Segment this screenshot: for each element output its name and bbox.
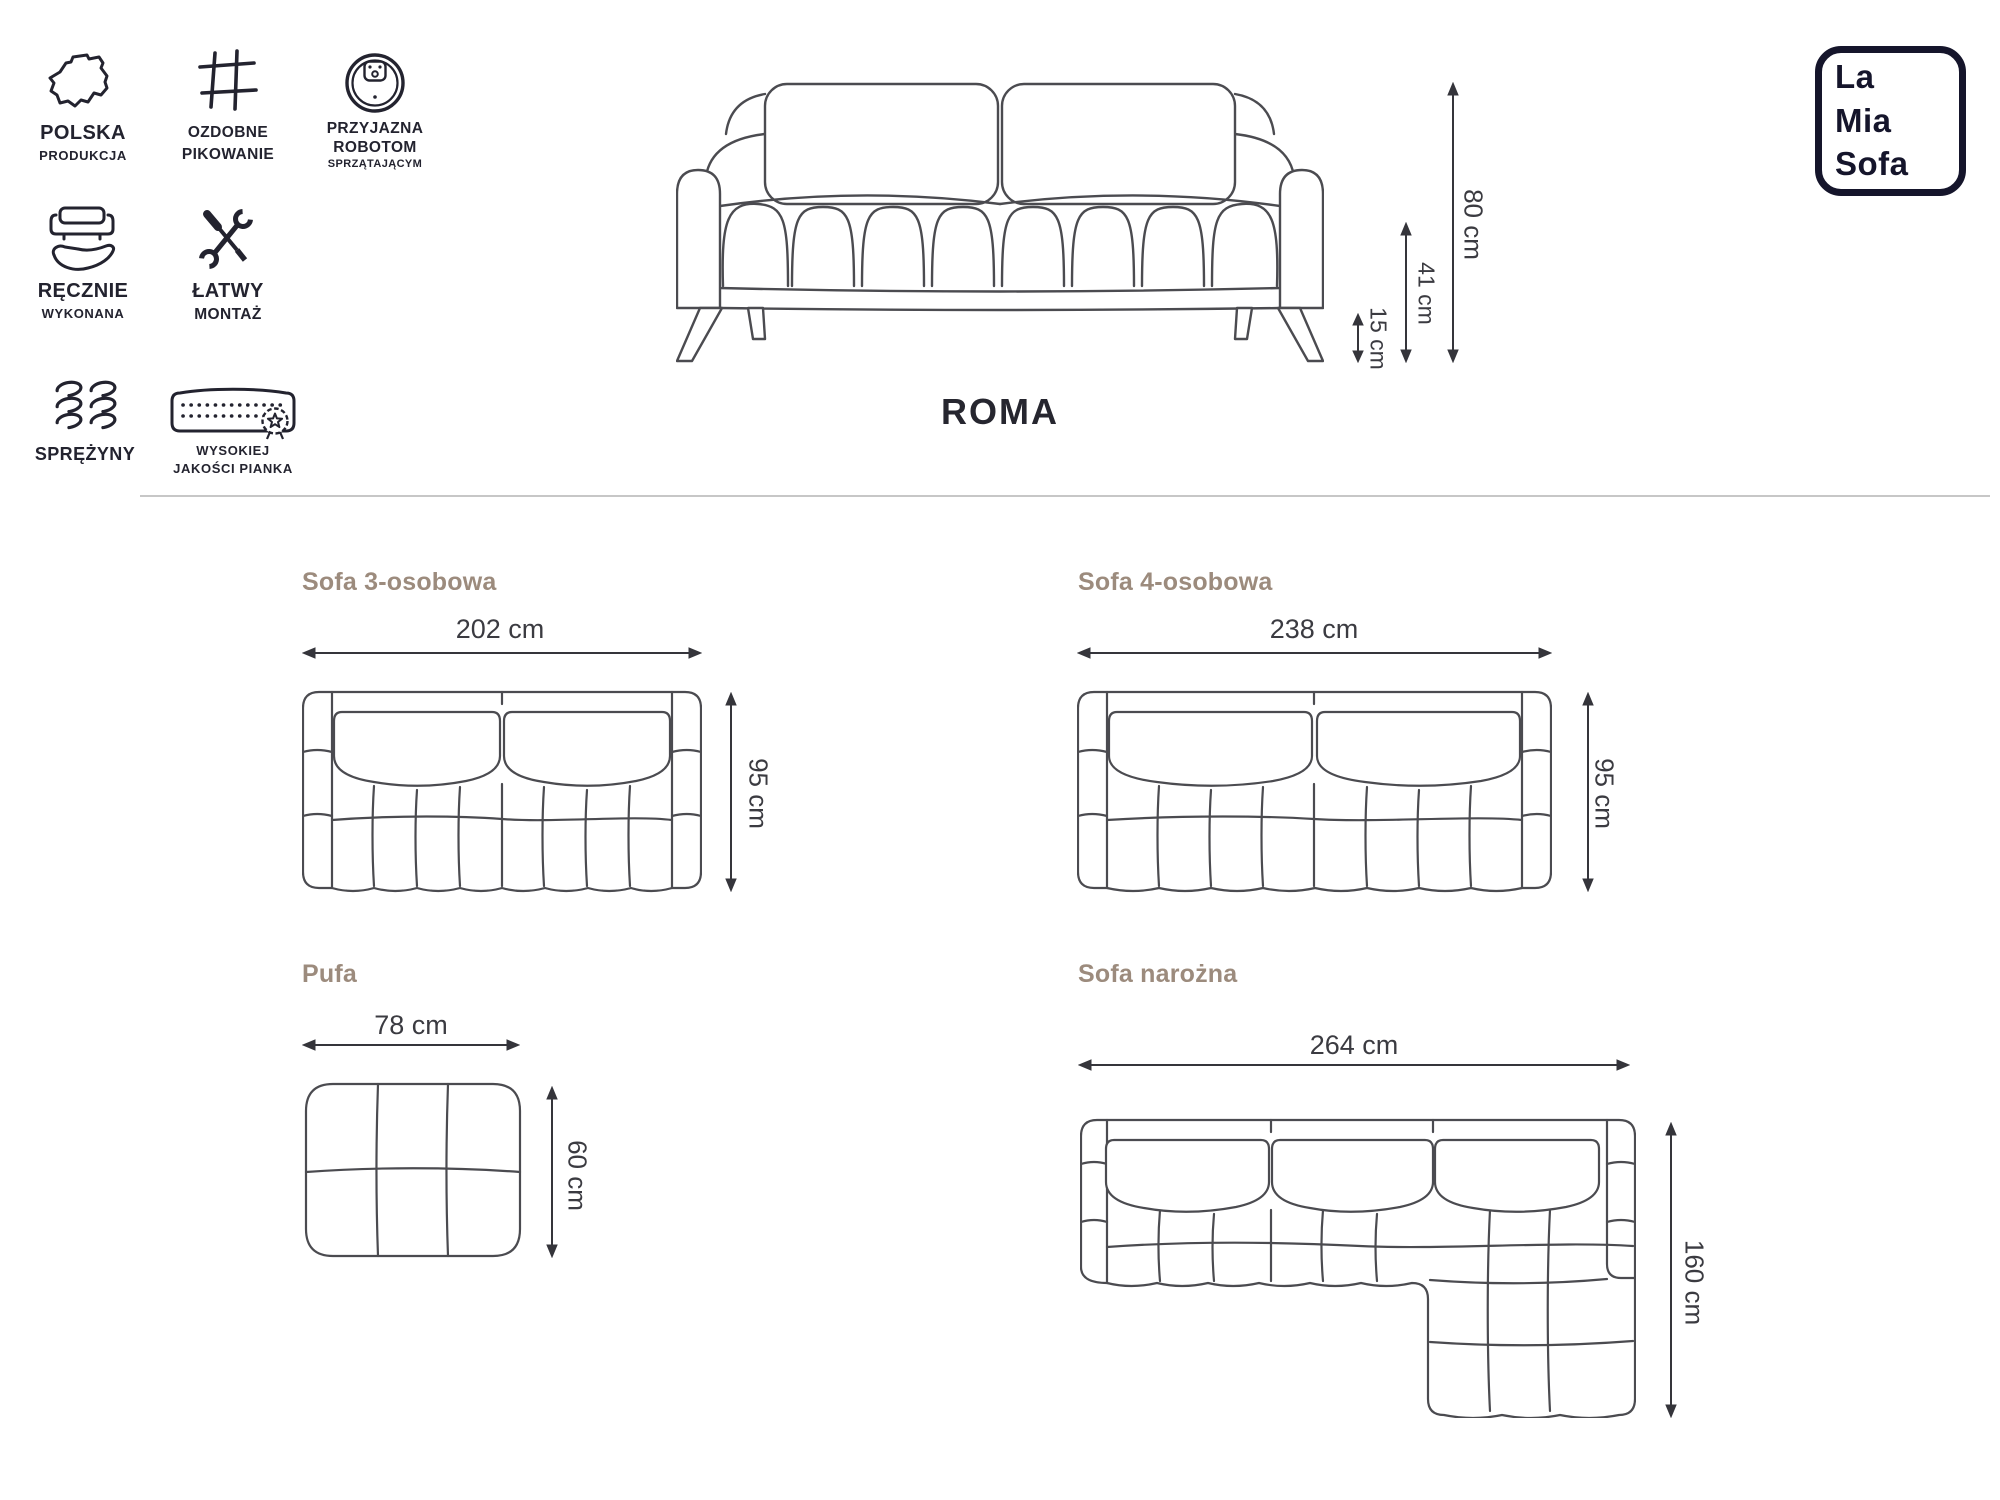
robot-vacuum-icon [344,52,406,114]
variant-heading: Sofa 3-osobowa [302,568,497,596]
sofa-4-top-view-drawing [1077,690,1552,900]
variant-heading: Sofa 4-osobowa [1078,568,1273,596]
dimension-label-width: 202 cm [455,614,545,644]
product-title: ROMA [941,391,1059,432]
dimension-arrow-width [1077,646,1552,660]
dimension-arrow-width [302,646,702,660]
brand-logo [1815,46,1966,196]
feature-label: JAKOŚCI PIANKA [173,461,293,476]
dimension-label-depth: 95 cm [743,758,774,829]
dimension-label-depth: 60 cm [562,1140,593,1211]
dimension-arrow-leg-height [1351,313,1365,363]
corner-sofa-top-view-drawing [1080,1118,1636,1418]
feature-label: ROBOTOM [333,139,417,156]
variant-heading: Pufa [302,960,357,988]
dimension-label-leg-height: 15 cm [1365,307,1392,370]
feature-label: POLSKA [40,122,126,144]
pufa-top-view-drawing [303,1081,523,1259]
variant-heading: Sofa narożna [1078,960,1238,988]
dimension-arrow-width [1078,1058,1630,1072]
dimension-label-height: 80 cm [1458,189,1489,260]
dimension-label-width: 238 cm [1269,614,1359,644]
dimension-arrow-depth [724,692,738,892]
feature-label: ŁATWY [192,280,264,302]
springs-icon [53,379,119,437]
logo-line: La [1835,58,1875,95]
hand-sofa-icon [46,203,118,275]
feature-label: WYKONANA [41,306,125,321]
dimension-label-depth: 160 cm [1679,1239,1710,1326]
dimension-label-seat-height: 41 cm [1413,262,1440,325]
dimension-label-depth: 95 cm [1589,758,1620,829]
feature-label: MONTAŻ [194,306,262,323]
feature-label: WYSOKIEJ [196,443,270,458]
dimension-arrow-seat-height [1399,222,1413,363]
dimension-label-width: 264 cm [1309,1030,1399,1060]
feature-label: PRODUKCJA [39,148,127,163]
sofa-front-view-drawing [676,80,1324,366]
quilting-grid-icon [196,48,258,112]
logo-line: Mia [1835,101,1892,139]
dimension-arrow-depth [1664,1122,1678,1418]
feature-label: SPRZĄTAJĄCYM [327,158,423,170]
feature-label: PIKOWANIE [181,146,275,163]
dimension-arrow-depth [545,1086,559,1258]
dimension-label-width: 78 cm [374,1010,448,1040]
logo-line: Sofa [1835,145,1909,183]
feature-label: OZDOBNE [187,124,269,141]
feature-label: PRZYJAZNA [326,120,424,137]
feature-label: SPRĘŻYNY [34,444,136,464]
foam-icon [167,385,299,443]
poland-map-icon [47,50,111,120]
sofa-3-top-view-drawing [302,690,702,900]
section-divider [140,495,1990,497]
tools-icon [197,206,255,272]
dimension-arrow-width [302,1038,520,1052]
feature-label: RĘCZNIE [37,280,129,302]
